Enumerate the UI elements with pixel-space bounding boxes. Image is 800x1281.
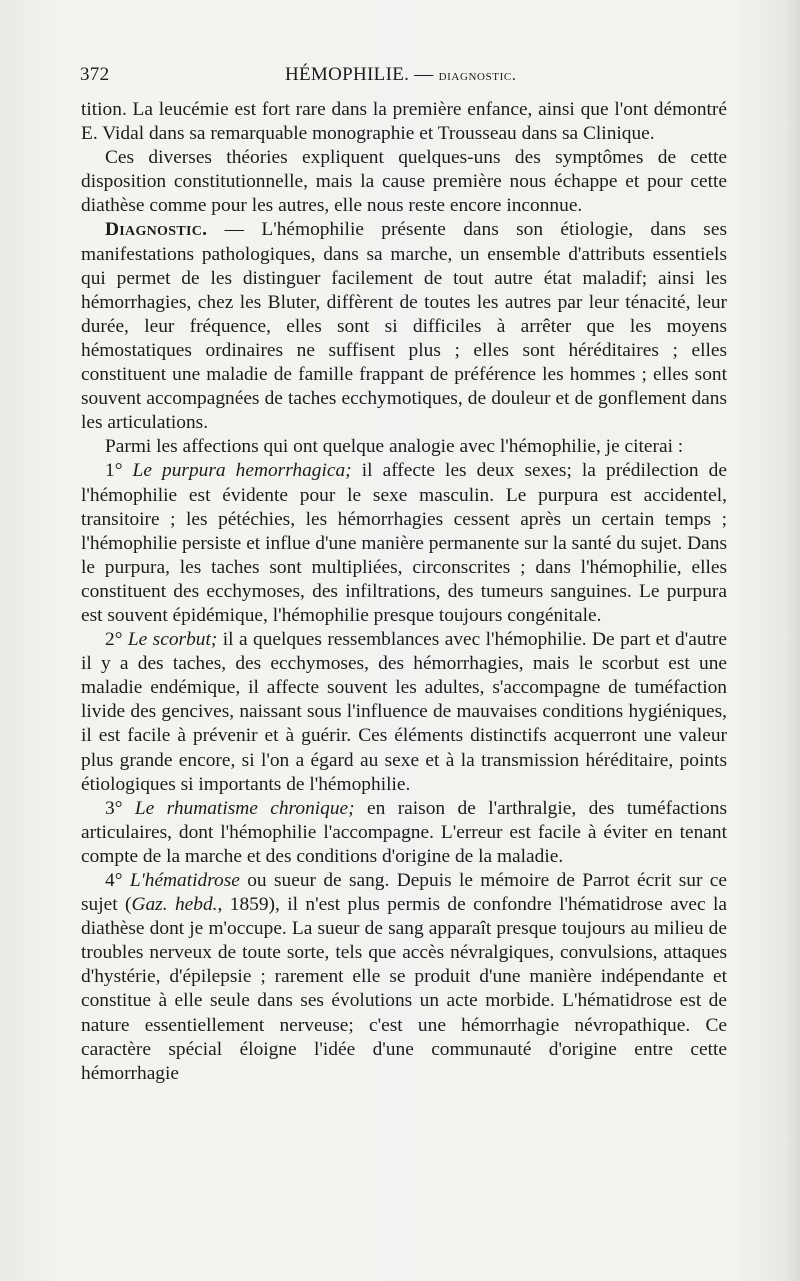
section-title: diagnostic. — [438, 67, 517, 84]
paragraph-affections-intro: Parmi les affections qui ont quelque analogie avec l'hémophilie, je citerai : — [105, 436, 684, 458]
chapter-title: HÉMOPHILIE. — [285, 64, 410, 85]
list-item-rhumatisme — [81, 797, 727, 869]
item-number: 3° — [105, 797, 123, 819]
item-title: Le scorbut; — [127, 629, 218, 651]
running-title — [285, 64, 516, 86]
citation: Gaz. hebd. — [131, 894, 218, 916]
item-text: en raison de l'arthralgie, des tuméfactions articulaires, dont l'hémophilie l'accompagne. L'erreur est facile à éviter en tenant compte de la marche et des conditions d'origine de la maladie. — [81, 797, 727, 867]
paragraph-theories: Ces diverses théories expliquent quelques-uns des symptômes de cette disposition constitutionnelle, mais la cause première nous échappe et pour cette diathèse comme pour les autres, elle nous reste encore inconnue. — [81, 147, 727, 217]
item-text-continued: , 1859), il n'est plus permis de confondre l'hématidrose avec la diathèse dont je m'occupe. La sueur de sang apparaît presque toujours au milieu de troubles nerveux de toute sorte, tels que accès névralgiques, convulsions, attaques d'hystérie, d'épilepsie ; rarement elle se produit d'une manière indépendante et constitue à elle seule dans ses évolutions un acte morbide. L'hématidrose est de nature essentiellement nerveuse; c'est une hémorrhagie névropathique. Ce caractère spécial éloigne l'idée d'une communauté d'origine entre cette hémorrhagie — [81, 894, 728, 1084]
running-header — [80, 64, 728, 88]
item-number: 2° — [105, 629, 123, 651]
item-text: ou sueur de sang. Depuis le mémoire de Parrot écrit sur ce sujet ( — [81, 870, 727, 916]
page-edge-shadow — [786, 0, 800, 1281]
header-separator: — — [414, 64, 434, 85]
item-title: Le purpura hemorrhagica; — [132, 460, 352, 482]
item-number: 4° — [105, 870, 123, 891]
section-lead-diagnostic: Diagnostic. — [105, 219, 208, 241]
page-number: 372 — [80, 64, 110, 85]
paragraph-diagnostic — [81, 218, 727, 435]
item-text: il a quelques ressemblances avec l'hémophilie. De part et d'autre il y a des taches, des ecchymoses, des hémorrhagies, mais le scorbut est une maladie endémique, il affecte souvent les adultes, s'accompagne de tuméfaction livide des gencives, naissant sous l'influence de mauvaises conditions hygiéniques, il est facile à prévenir et à guérir. Ces éléments distinctifs acquerront une valeur plus grande encore, si l'on a égard au sexe et à la transmission héréditaire, points étiologiques si importants de l'hémophilie. — [81, 629, 727, 795]
item-title: Le rhumatisme chronique; — [134, 797, 355, 819]
item-title: L'hématidrose — [129, 870, 240, 891]
list-item-hematidrose — [81, 869, 727, 1086]
list-item-purpura — [81, 459, 727, 628]
page-body — [81, 98, 727, 1086]
list-item-scorbut — [81, 628, 727, 797]
item-text: il affecte les deux sexes; la prédilection de l'hémophilie est évidente pour le sexe masculin. Le purpura est accidentel, transitoire ; les pétéchies, les hémorrhagies cessent après un certain temps ; l'hémophilie persiste et influe d'une manière permanente sur la santé du sujet. Dans le purpura, les taches sont multipliées, circonscrites ; dans l'hémophilie, elles constituent des ecchymoses, des infiltrations, des tumeurs sanguines. Le purpura est souvent épidémique, l'hémophilie presque toujours congénitale. — [81, 460, 727, 626]
paragraph-continuation: tition. La leucémie est fort rare dans la première enfance, ainsi que l'ont démontré E. Vidal dans sa remarquable monographie et Trousseau dans sa Clinique. — [81, 99, 727, 145]
diagnostic-text: — L'hémophilie présente dans son étiologie, dans ses manifestations pathologiques, dans sa marche, un ensemble d'attributs essentiels qui permet de les distinguer facilement de tout autre état maladif; ainsi les hémorrhagies, chez les Bluter, diffèrent de toutes les autres par leur ténacité, leur durée, leur fréquence, elles sont si difficiles à arrêter que les moyens hémostatiques ordinaires ne suffisent plus ; elles sont héréditaires ; elles constituent une maladie de famille frappant de préférence les hommes ; elles sont souvent accompagnées de taches ecchymotiques, de douleur et de gonflement dans les articulations. — [81, 219, 727, 434]
item-number: 1° — [105, 460, 123, 482]
